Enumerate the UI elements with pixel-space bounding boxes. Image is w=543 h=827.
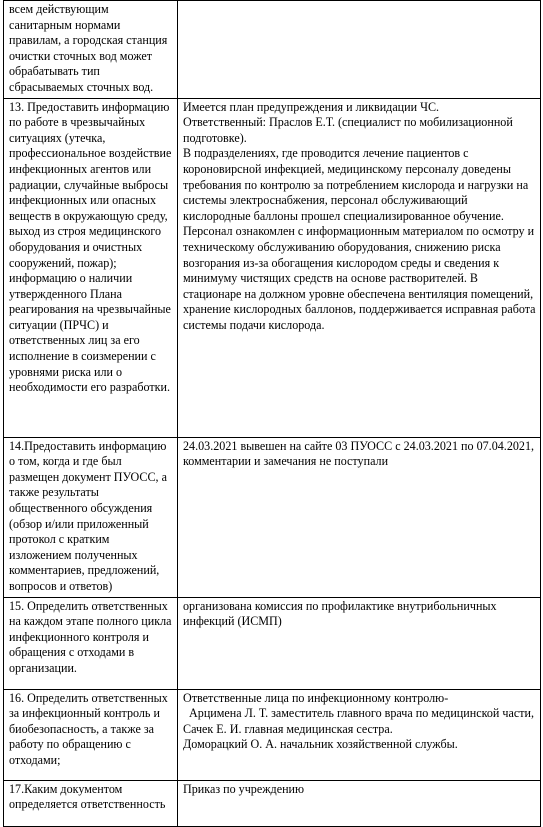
requirement-text: 16. Определить ответственных за инфекционный контроль и биобезопасность, а также за работу по обращению с отходами;: [9, 690, 171, 767]
response-cell: [178, 597, 541, 689]
response-paragraph: В подразделениях, где проводится лечение пациентов с короновирсной инфекцией, медицинскому персоналу доведены требования по контролю за потреблением кислорода и нагрузки на системы электроснабжения, персонал обслуживающий кислородные баллоны прошел специализированное обучение. Персонал ознакомлен с информационным материалом по осмотру и техническому обслуживанию оборудования, снижению риска возгорания из-за обогащения кислородом среды и сведения к минимуму чистящих средств на основе растворителей. В стационаре на должном уровне обеспечена вентиляция помещений, хранение кислородных баллонов, поддерживается исправная работа системы подачи кислорода.: [183, 146, 539, 332]
requirement-text: 14.Предоставить информацию о том, когда и где был размещен документ ПУОСС, а также результаты общественного обсуждения (обзор и/или приложенный протокол с кратким изложением полученных комментариев, предложений, вопросов и ответов): [9, 438, 170, 593]
table-row: [4, 1, 541, 99]
table-row: [4, 437, 541, 597]
response-cell: [178, 780, 541, 826]
requirement-text: 13. Предоставить информацию по работе в чрезвычайных ситуациях (утечка, профессиональное воздействие инфекционных агентов или радиации, случайные выбросы инфекционных или опасных веществ в окружающую среду, выход из строя медицинского оборудования и очистных сооружений, пожар); информацию о наличии утвержденного Плана реагирования на чрезвычайные ситуации (ПРЧС) и ответственных лиц за его исполнение в соизмерении с уровнями риска или о необходимости его разработки.: [9, 99, 175, 395]
table-row: [4, 98, 541, 437]
table-row: [4, 780, 541, 826]
requirement-cell: [4, 98, 178, 437]
document-table: [3, 0, 541, 827]
response-text: Приказ по учреждению: [183, 781, 305, 796]
response-paragraph: Арцимена Л. Т. заместитель главного врача по медицинской части, Сачек Е. И. главная медицинская сестра.: [183, 706, 541, 736]
response-paragraph: Доморацкий О. А. начальник хозяйственной службы.: [183, 737, 458, 752]
response-text: 24.03.2021 вывешен на сайте 03 ПУОСС с 24.03.2021 по 07.04.2021, комментарии и замечания не поступали: [183, 438, 538, 469]
requirement-text: 15. Определить ответственных на каждом этапе полного цикла инфекционного контроля и обращения с отходами в организации.: [9, 598, 175, 675]
response-cell: [178, 98, 541, 437]
requirement-cell: [4, 1, 178, 99]
requirement-cell: [4, 597, 178, 689]
requirement-text: 17.Каким документом определяется ответственность: [9, 781, 166, 812]
response-paragraph: Ответственный: Праслов Е.Т. (специалист по мобилизационной подготовке).: [183, 115, 516, 145]
requirement-cell: [4, 780, 178, 826]
requirement-cell: [4, 689, 178, 780]
requirement-text: всем действующим санитарным нормами правилам, а городская станция очистки сточных вод может обрабатывать тип сбрасываемых сточных вод.: [9, 2, 171, 94]
response-text: организована комиссия по профилактике внутрибольничных инфекций (ИСМП): [183, 598, 500, 629]
response-paragraph: Ответственные лица по инфекционному контролю-: [183, 690, 449, 705]
requirement-cell: [4, 437, 178, 597]
table-row: [4, 689, 541, 780]
response-cell: [178, 689, 541, 780]
table-row: [4, 597, 541, 689]
response-cell: [178, 1, 541, 99]
response-paragraph: Имеется план предупреждения и ликвидации ЧС.: [183, 99, 440, 114]
response-cell: [178, 437, 541, 597]
